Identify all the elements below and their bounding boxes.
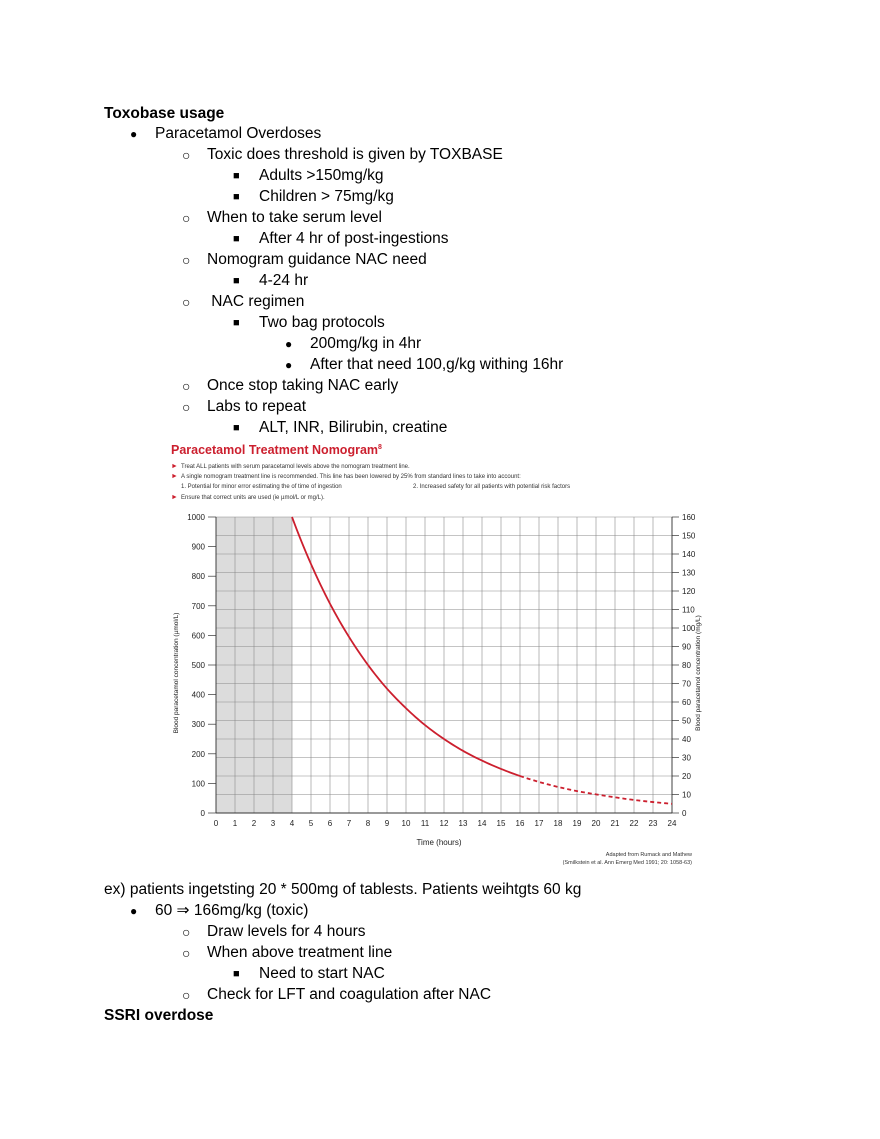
arrow-icon: ► [171, 463, 178, 470]
y-tick-label: 900 [191, 542, 205, 552]
outline-item: 60 ⇒ 166mg/kg (toxic) [155, 902, 309, 919]
circle-bullet-icon: ○ [182, 945, 191, 961]
x-tick-label: 6 [327, 819, 333, 828]
outline-item: Once stop taking NAC early [207, 377, 399, 394]
section-heading-ssri: SSRI overdose [104, 1007, 214, 1024]
x-tick-label: 7 [346, 819, 352, 828]
circle-bullet-icon: ○ [182, 252, 191, 268]
y-tick-label: 700 [191, 601, 205, 611]
arrow-icon: ► [171, 473, 178, 480]
y2-tick-label: 130 [682, 568, 696, 578]
y-tick-label: 600 [191, 631, 205, 641]
y-axis-label: Blood paracetamol concentration (µmol/L) [173, 612, 180, 734]
outline-item: Labs to repeat [207, 398, 307, 415]
y2-tick-label: 60 [682, 698, 691, 707]
source-note: Adapted from Rumack and Mathew [605, 852, 692, 858]
outline-item: Adults >150mg/kg [259, 167, 384, 184]
y2-axis-label: Blood paracetamol concentration (mg/L) [695, 615, 702, 731]
square-bullet-icon: ■ [233, 191, 240, 203]
x-tick-label: 9 [384, 819, 390, 828]
square-bullet-icon: ■ [233, 968, 240, 980]
x-tick-label: 17 [534, 819, 544, 828]
chart-title-text: Paracetamol Treatment Nomogram [171, 443, 379, 457]
chart-note: Ensure that correct units are used (ie µmol/L or mg/L). [181, 495, 325, 501]
outline-item: Nomogram guidance NAC need [207, 251, 427, 268]
x-tick-label: 14 [477, 819, 487, 828]
x-tick-label: 3 [270, 819, 276, 828]
chart-note: A single nomogram treatment line is recommended. This line has been lowered by 25% from standard lines to take into account: [181, 474, 521, 480]
disc-bullet-icon: ● [130, 127, 138, 141]
source-note: (Smilkstein et al. Ann Emerg Med 1991; 20: 1058-63) [562, 860, 692, 866]
y2-tick-label: 90 [682, 642, 691, 652]
section-heading-toxobase: Toxobase usage [104, 105, 225, 122]
y-tick-labels [187, 513, 216, 818]
circle-bullet-icon: ○ [182, 210, 191, 226]
x-tick-label: 1 [232, 819, 238, 828]
chart-subnote: 1. Potential for minor error estimating the of time of ingestion [181, 484, 342, 490]
outline-item: After that need 100,g/kg withing 16hr [310, 356, 564, 373]
y2-tick-label: 0 [682, 809, 687, 818]
x-tick-label: 0 [213, 819, 219, 828]
y2-tick-label: 80 [682, 661, 691, 670]
square-bullet-icon: ■ [233, 233, 240, 245]
paracetamol-nomogram-chart [165, 438, 710, 870]
x-tick-label: 19 [572, 819, 582, 828]
y2-tick-label: 100 [682, 624, 696, 633]
y-tick-label: 200 [191, 749, 205, 759]
outline-item: After 4 hr of post-ingestions [259, 230, 449, 247]
y2-tick-label: 110 [682, 605, 695, 615]
y2-tick-labels [672, 513, 696, 818]
y2-tick-label: 160 [682, 513, 696, 522]
chart-note: Treat ALL patients with serum paracetamol levels above the nomogram treatment line. [181, 464, 410, 470]
circle-bullet-icon: ○ [182, 924, 191, 940]
outline-item: NAC regimen [207, 293, 305, 310]
arrow-icon: ► [171, 494, 178, 501]
x-tick-label: 4 [289, 819, 295, 828]
x-tick-label: 11 [420, 819, 430, 828]
circle-bullet-icon: ○ [182, 378, 191, 394]
x-axis-label: Time (hours) [416, 838, 462, 847]
y-tick-label: 500 [191, 661, 205, 670]
y2-tick-label: 120 [682, 587, 696, 596]
y-tick-label: 1000 [187, 513, 205, 522]
chart-subnote: 2. Increased safety for all patients with potential risk factors [413, 484, 571, 490]
x-tick-label: 24 [667, 819, 677, 828]
square-bullet-icon: ■ [233, 422, 240, 434]
x-tick-label: 18 [553, 819, 563, 828]
x-tick-label: 5 [308, 819, 314, 828]
example-intro: ex) patients ingetsting 20 * 500mg of tablests. Patients weihtgts 60 kg [104, 881, 582, 898]
y2-tick-label: 50 [682, 716, 691, 726]
outline-item: Two bag protocols [259, 314, 385, 331]
y-tick-label: 800 [191, 572, 205, 582]
x-tick-label: 22 [629, 819, 639, 828]
x-tick-label: 8 [365, 819, 371, 828]
disc-bullet-icon: ● [285, 337, 293, 351]
outline-item: Toxic does threshold is given by TOXBASE [207, 146, 503, 163]
x-tick-label: 21 [610, 819, 620, 828]
disc-bullet-icon: ● [130, 904, 138, 918]
x-tick-label: 20 [591, 819, 601, 828]
circle-bullet-icon: ○ [182, 399, 191, 415]
y2-tick-label: 10 [682, 790, 691, 800]
x-tick-label: 2 [251, 819, 257, 828]
outline-item: Children > 75mg/kg [259, 188, 394, 205]
y-tick-label: 400 [191, 690, 205, 700]
x-tick-label: 12 [439, 819, 449, 828]
square-bullet-icon: ■ [233, 275, 240, 287]
chart-title-superscript: 8 [378, 444, 382, 451]
outline-item: When above treatment line [207, 944, 393, 961]
outline-item: Check for LFT and coagulation after NAC [207, 986, 492, 1003]
square-bullet-icon: ■ [233, 170, 240, 182]
y2-tick-label: 40 [682, 735, 691, 744]
outline-item: Paracetamol Overdoses [155, 125, 322, 142]
y2-tick-label: 20 [682, 772, 691, 781]
y2-tick-label: 30 [682, 753, 691, 763]
y2-tick-label: 140 [682, 550, 696, 559]
y2-tick-label: 150 [682, 531, 696, 541]
circle-bullet-icon: ○ [182, 987, 191, 1003]
outline-item: ALT, INR, Bilirubin, creatine [259, 419, 448, 436]
x-tick-label: 16 [515, 819, 525, 828]
x-tick-label: 10 [401, 819, 411, 828]
circle-bullet-icon: ○ [182, 294, 191, 310]
circle-bullet-icon: ○ [182, 147, 191, 163]
outline-item: Need to start NAC [259, 965, 385, 982]
outline-item: 200mg/kg in 4hr [310, 335, 422, 352]
square-bullet-icon: ■ [233, 317, 240, 329]
disc-bullet-icon: ● [285, 358, 293, 372]
y2-tick-label: 70 [682, 679, 691, 689]
x-tick-labels [214, 819, 677, 828]
x-tick-label: 23 [648, 819, 658, 828]
outline-item: When to take serum level [207, 209, 382, 226]
outline-item: 4-24 hr [259, 272, 309, 289]
y-tick-label: 300 [191, 720, 205, 730]
y-tick-label: 0 [200, 809, 205, 818]
x-tick-label: 15 [496, 819, 506, 828]
outline-item: Draw levels for 4 hours [207, 923, 366, 940]
x-tick-label: 13 [458, 819, 468, 828]
chart-title [171, 443, 382, 457]
y-tick-label: 100 [191, 779, 205, 789]
